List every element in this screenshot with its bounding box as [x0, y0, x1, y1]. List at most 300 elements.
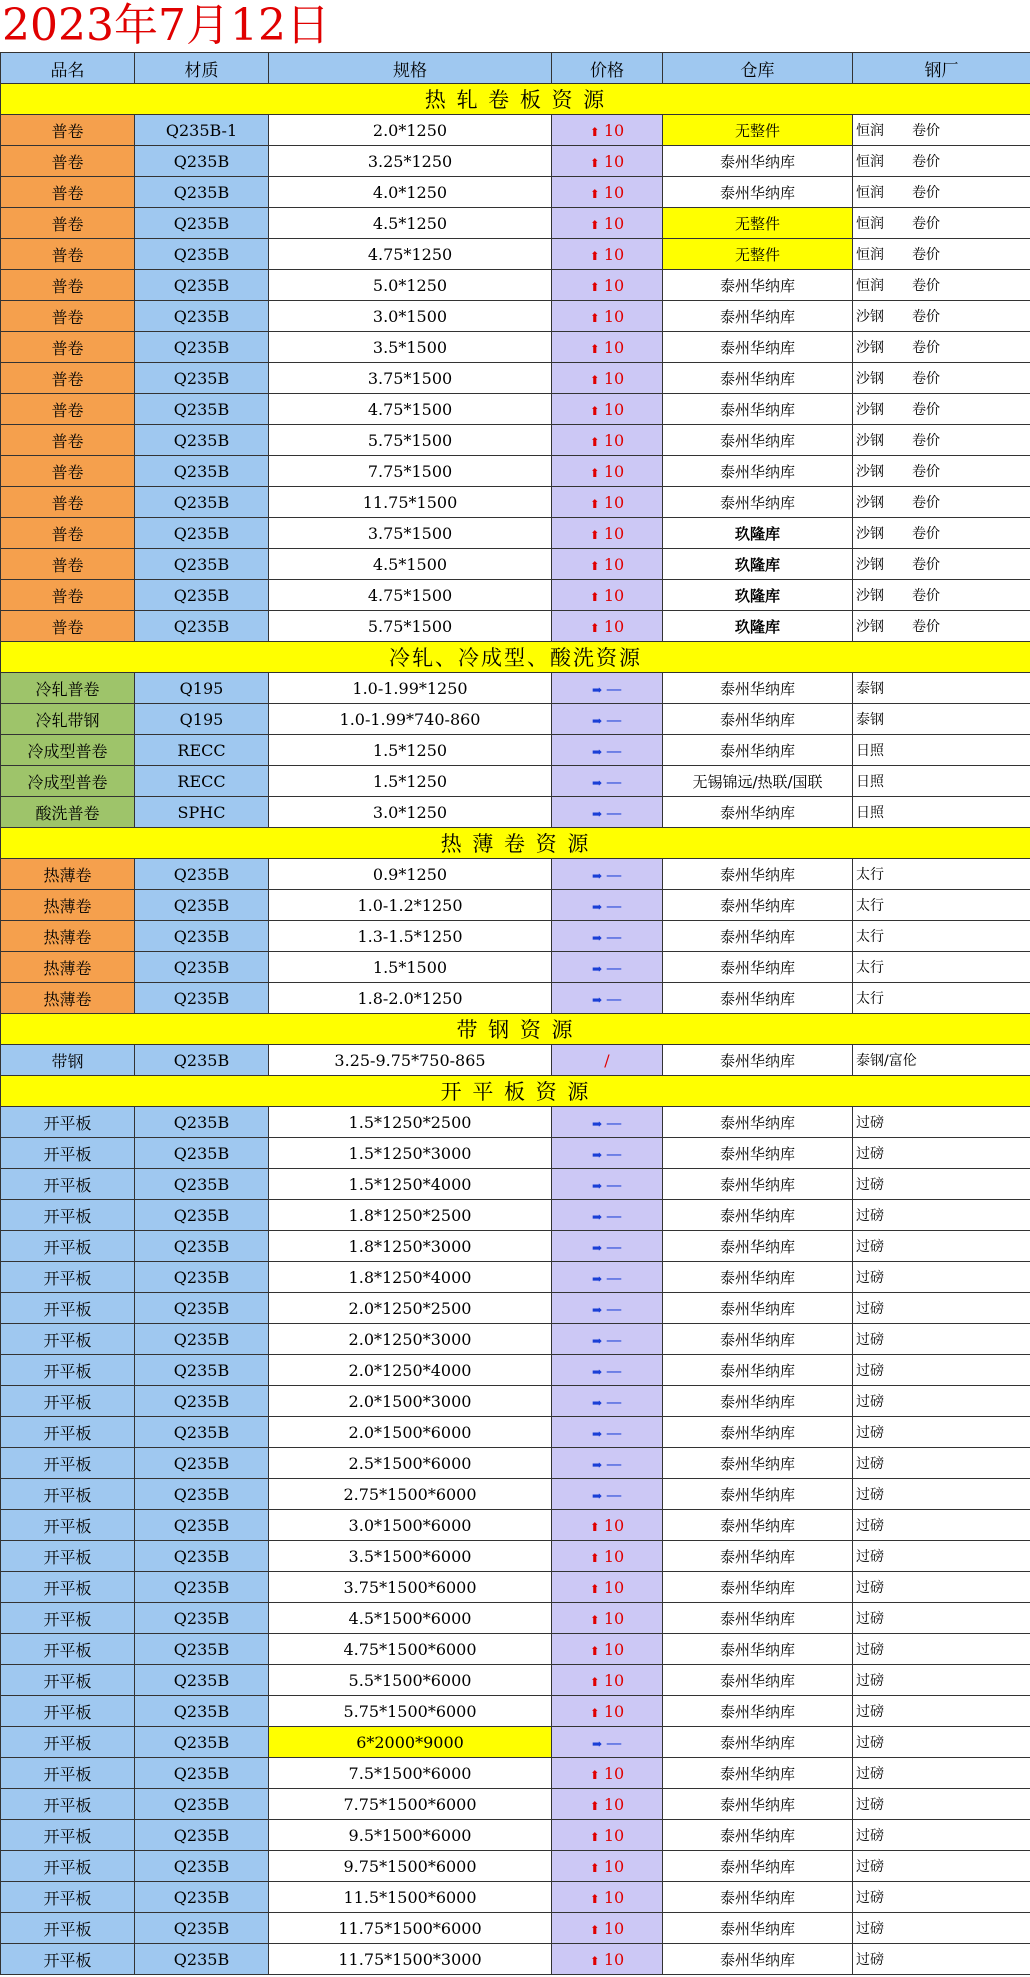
price-value: 10 [603, 1887, 625, 1907]
material-cell: Q235B [135, 1138, 269, 1169]
table-row [1, 518, 1030, 549]
warehouse-cell: 泰州华纳库 [663, 1820, 853, 1851]
mill-cell: 太行 [853, 890, 1030, 921]
spec-cell: 5.75*1500 [269, 611, 552, 642]
arrow-right-icon: ➡ [591, 682, 603, 697]
price-cell [552, 766, 663, 797]
arrow-up-icon: ⬆ [589, 527, 600, 542]
product-name-cell: 普卷 [1, 332, 135, 363]
product-name-cell: 开平板 [1, 1386, 135, 1417]
table-row [1, 1448, 1030, 1479]
material-cell: Q235B [135, 1231, 269, 1262]
header-mill: 钢厂 [853, 53, 1030, 84]
product-name-cell: 开平板 [1, 1572, 135, 1603]
spec-cell: 4.75*1500 [269, 394, 552, 425]
spec-cell: 3.0*1250 [269, 797, 552, 828]
table-row [1, 177, 1030, 208]
warehouse-cell: 泰州华纳库 [663, 1417, 853, 1448]
warehouse-cell: 泰州华纳库 [663, 1355, 853, 1386]
spec-cell: 3.75*1500 [269, 363, 552, 394]
mill-cell: 过磅 [853, 1882, 1030, 1913]
product-name-cell: 普卷 [1, 270, 135, 301]
warehouse-cell: 泰州华纳库 [663, 735, 853, 766]
product-name-cell: 普卷 [1, 363, 135, 394]
mill-cell: 过磅 [853, 1634, 1030, 1665]
arrow-up-icon: ⬆ [589, 248, 600, 263]
material-cell: Q235B [135, 1541, 269, 1572]
spec-cell: 4.0*1250 [269, 177, 552, 208]
table-row [1, 952, 1030, 983]
warehouse-cell: 泰州华纳库 [663, 1324, 853, 1355]
warehouse-cell: 无整件 [663, 239, 853, 270]
arrow-right-icon: ➡ [591, 1364, 603, 1379]
material-cell: Q235B [135, 1262, 269, 1293]
table-row [1, 1944, 1030, 1975]
price-value: 10 [603, 1608, 625, 1628]
material-cell: Q235B [135, 1944, 269, 1975]
price-cell [552, 1045, 663, 1076]
price-cell [552, 797, 663, 828]
product-name-cell: 普卷 [1, 394, 135, 425]
arrow-up-icon: ⬆ [589, 558, 600, 573]
price-value: 10 [603, 151, 625, 171]
price-value: 10 [603, 1639, 625, 1659]
warehouse-cell: 泰州华纳库 [663, 983, 853, 1014]
section-header [1, 642, 1030, 673]
price-cell [552, 1541, 663, 1572]
arrow-up-icon: ⬆ [589, 279, 600, 294]
table-row [1, 704, 1030, 735]
product-name-cell: 开平板 [1, 1324, 135, 1355]
price-cell [552, 611, 663, 642]
price-cell [552, 549, 663, 580]
price-value: — [606, 1484, 623, 1504]
price-cell [552, 1727, 663, 1758]
product-name-cell: 普卷 [1, 456, 135, 487]
arrow-up-icon: ⬆ [589, 434, 600, 449]
warehouse-cell: 泰州华纳库 [663, 1293, 853, 1324]
table-row [1, 766, 1030, 797]
warehouse-cell: 泰州华纳库 [663, 859, 853, 890]
mill-cell: 沙钢 卷价 [853, 580, 1030, 611]
price-value: 10 [603, 337, 625, 357]
mill-cell: 沙钢 卷价 [853, 456, 1030, 487]
price-cell [552, 1324, 663, 1355]
arrow-right-icon: ➡ [591, 1426, 603, 1441]
warehouse-cell: 泰州华纳库 [663, 1789, 853, 1820]
price-value: 10 [603, 616, 625, 636]
mill-cell: 沙钢 卷价 [853, 394, 1030, 425]
spec-cell: 2.75*1500*6000 [269, 1479, 552, 1510]
spec-cell: 1.0-1.99*740-860 [269, 704, 552, 735]
warehouse-cell: 无整件 [663, 115, 853, 146]
table-row [1, 301, 1030, 332]
mill-cell: 沙钢 卷价 [853, 332, 1030, 363]
price-cell [552, 332, 663, 363]
product-name-cell: 开平板 [1, 1107, 135, 1138]
price-cell [552, 859, 663, 890]
material-cell: Q235B [135, 1913, 269, 1944]
arrow-right-icon: ➡ [591, 1209, 603, 1224]
price-value: — [606, 1422, 623, 1442]
arrow-right-icon: ➡ [591, 930, 603, 945]
material-cell: Q235B [135, 1169, 269, 1200]
price-cell [552, 239, 663, 270]
arrow-up-icon: ⬆ [589, 1581, 600, 1596]
warehouse-cell: 泰州华纳库 [663, 1603, 853, 1634]
section-title: 热 薄 卷 资 源 [1, 828, 1030, 859]
mill-cell: 过磅 [853, 1169, 1030, 1200]
mill-cell: 日照 [853, 766, 1030, 797]
table-row [1, 983, 1030, 1014]
price-value: 10 [603, 275, 625, 295]
material-cell: Q235B [135, 1603, 269, 1634]
arrow-right-icon: ➡ [591, 992, 603, 1007]
warehouse-cell: 泰州华纳库 [663, 456, 853, 487]
table-row [1, 1107, 1030, 1138]
warehouse-cell: 泰州华纳库 [663, 146, 853, 177]
price-value: — [606, 1360, 623, 1380]
spec-cell: 2.0*1250*2500 [269, 1293, 552, 1324]
table-row [1, 208, 1030, 239]
price-value: — [606, 1267, 623, 1287]
spec-cell: 7.5*1500*6000 [269, 1758, 552, 1789]
product-name-cell: 开平板 [1, 1882, 135, 1913]
price-cell [552, 1696, 663, 1727]
arrow-up-icon: ⬆ [589, 341, 600, 356]
table-row [1, 332, 1030, 363]
mill-cell: 过磅 [853, 1417, 1030, 1448]
table-row [1, 239, 1030, 270]
mill-cell: 太行 [853, 921, 1030, 952]
arrow-up-icon: ⬆ [589, 1860, 600, 1875]
warehouse-cell: 泰州华纳库 [663, 487, 853, 518]
warehouse-cell: 玖隆库 [663, 549, 853, 580]
table-row [1, 1572, 1030, 1603]
header-warehouse: 仓库 [663, 53, 853, 84]
material-cell: Q235B [135, 859, 269, 890]
table-row [1, 1634, 1030, 1665]
warehouse-cell: 泰州华纳库 [663, 394, 853, 425]
mill-cell: 泰钢/富伦 [853, 1045, 1030, 1076]
price-value: — [606, 988, 623, 1008]
price-cell [552, 735, 663, 766]
arrow-right-icon: ➡ [591, 868, 603, 883]
price-cell [552, 1510, 663, 1541]
price-cell [552, 270, 663, 301]
spec-cell: 5.75*1500*6000 [269, 1696, 552, 1727]
product-name-cell: 开平板 [1, 1944, 135, 1975]
mill-cell: 过磅 [853, 1138, 1030, 1169]
arrow-up-icon: ⬆ [589, 155, 600, 170]
price-value: — [606, 1112, 623, 1132]
spec-cell: 5.75*1500 [269, 425, 552, 456]
arrow-up-icon: ⬆ [589, 217, 600, 232]
spec-cell: 11.5*1500*6000 [269, 1882, 552, 1913]
product-name-cell: 普卷 [1, 611, 135, 642]
arrow-up-icon: ⬆ [589, 1798, 600, 1813]
spec-cell: 4.5*1500 [269, 549, 552, 580]
table-row [1, 363, 1030, 394]
price-cell [552, 363, 663, 394]
spec-cell: 1.8-2.0*1250 [269, 983, 552, 1014]
header-material: 材质 [135, 53, 269, 84]
spec-cell: 1.5*1250*4000 [269, 1169, 552, 1200]
mill-cell: 沙钢 卷价 [853, 487, 1030, 518]
table-row [1, 1045, 1030, 1076]
material-cell: Q235B [135, 549, 269, 580]
warehouse-cell: 泰州华纳库 [663, 332, 853, 363]
table-row [1, 1758, 1030, 1789]
price-value: — [606, 864, 623, 884]
mill-cell: 太行 [853, 952, 1030, 983]
product-name-cell: 开平板 [1, 1510, 135, 1541]
mill-cell: 过磅 [853, 1448, 1030, 1479]
mill-cell: 恒润 卷价 [853, 115, 1030, 146]
warehouse-cell: 泰州华纳库 [663, 363, 853, 394]
spec-cell: 1.0-1.2*1250 [269, 890, 552, 921]
spec-cell: 6*2000*9000 [269, 1727, 552, 1758]
price-cell [552, 1665, 663, 1696]
price-table [0, 52, 1030, 1975]
mill-cell: 过磅 [853, 1851, 1030, 1882]
spec-cell: 1.5*1500 [269, 952, 552, 983]
product-name-cell: 开平板 [1, 1138, 135, 1169]
arrow-right-icon: ➡ [591, 899, 603, 914]
warehouse-cell: 泰州华纳库 [663, 1169, 853, 1200]
spec-cell: 3.25*1250 [269, 146, 552, 177]
warehouse-cell: 泰州华纳库 [663, 1479, 853, 1510]
mill-cell: 沙钢 卷价 [853, 549, 1030, 580]
price-cell [552, 1200, 663, 1231]
price-value: 10 [603, 1546, 625, 1566]
spec-cell: 3.0*1500*6000 [269, 1510, 552, 1541]
product-name-cell: 开平板 [1, 1169, 135, 1200]
arrow-right-icon: ➡ [591, 1116, 603, 1131]
arrow-right-icon: ➡ [591, 1302, 603, 1317]
price-value: 10 [603, 182, 625, 202]
material-cell: Q235B [135, 394, 269, 425]
table-row [1, 549, 1030, 580]
price-value: 10 [603, 554, 625, 574]
price-value: 10 [603, 368, 625, 388]
product-name-cell: 酸洗普卷 [1, 797, 135, 828]
warehouse-cell: 泰州华纳库 [663, 1510, 853, 1541]
price-value: 10 [603, 244, 625, 264]
material-cell: Q235B [135, 1479, 269, 1510]
price-value: 10 [603, 120, 625, 140]
price-cell [552, 704, 663, 735]
price-cell [552, 1789, 663, 1820]
price-value: — [606, 802, 623, 822]
product-name-cell: 开平板 [1, 1634, 135, 1665]
table-row [1, 1200, 1030, 1231]
material-cell: Q235B [135, 270, 269, 301]
table-row [1, 146, 1030, 177]
spec-cell: 2.0*1500*3000 [269, 1386, 552, 1417]
mill-cell: 沙钢 卷价 [853, 518, 1030, 549]
table-row [1, 1324, 1030, 1355]
arrow-up-icon: ⬆ [589, 403, 600, 418]
material-cell: Q235B [135, 208, 269, 239]
warehouse-cell: 泰州华纳库 [663, 1634, 853, 1665]
warehouse-cell: 泰州华纳库 [663, 952, 853, 983]
product-name-cell: 开平板 [1, 1355, 135, 1386]
price-cell [552, 115, 663, 146]
price-cell [552, 1138, 663, 1169]
mill-cell: 恒润 卷价 [853, 177, 1030, 208]
table-row [1, 673, 1030, 704]
warehouse-cell: 泰州华纳库 [663, 1572, 853, 1603]
mill-cell: 过磅 [853, 1541, 1030, 1572]
price-cell [552, 1169, 663, 1200]
section-title: 冷轧、冷成型、酸洗资源 [1, 642, 1030, 673]
mill-cell: 泰钢 [853, 704, 1030, 735]
price-value: 10 [603, 1763, 625, 1783]
price-cell [552, 1572, 663, 1603]
mill-cell: 过磅 [853, 1820, 1030, 1851]
price-value: 10 [603, 1577, 625, 1597]
warehouse-cell: 玖隆库 [663, 611, 853, 642]
arrow-up-icon: ⬆ [589, 620, 600, 635]
warehouse-cell: 泰州华纳库 [663, 1386, 853, 1417]
warehouse-cell: 玖隆库 [663, 580, 853, 611]
mill-cell: 过磅 [853, 1510, 1030, 1541]
mill-cell: 泰钢 [853, 673, 1030, 704]
price-cell [552, 1820, 663, 1851]
spec-cell: 4.75*1250 [269, 239, 552, 270]
spec-cell: 2.0*1250*3000 [269, 1324, 552, 1355]
material-cell: Q235B [135, 487, 269, 518]
table-row [1, 611, 1030, 642]
arrow-up-icon: ⬆ [589, 372, 600, 387]
price-value: — [606, 1174, 623, 1194]
product-name-cell: 普卷 [1, 115, 135, 146]
material-cell: Q235B [135, 1510, 269, 1541]
arrow-up-icon: ⬆ [589, 496, 600, 511]
product-name-cell: 开平板 [1, 1665, 135, 1696]
material-cell: Q235B [135, 1789, 269, 1820]
table-body [1, 84, 1030, 1975]
price-value: — [606, 1205, 623, 1225]
price-cell [552, 518, 663, 549]
price-value: 10 [603, 1670, 625, 1690]
product-name-cell: 开平板 [1, 1231, 135, 1262]
table-row [1, 1696, 1030, 1727]
mill-cell: 过磅 [853, 1293, 1030, 1324]
mill-cell: 过磅 [853, 1665, 1030, 1696]
product-name-cell: 开平板 [1, 1262, 135, 1293]
warehouse-cell: 泰州华纳库 [663, 1541, 853, 1572]
arrow-right-icon: ➡ [591, 806, 603, 821]
price-cell [552, 1851, 663, 1882]
material-cell: Q235B [135, 1820, 269, 1851]
spec-cell: 0.9*1250 [269, 859, 552, 890]
mill-cell: 过磅 [853, 1758, 1030, 1789]
table-row [1, 1510, 1030, 1541]
arrow-up-icon: ⬆ [589, 1674, 600, 1689]
product-name-cell: 普卷 [1, 425, 135, 456]
product-name-cell: 普卷 [1, 580, 135, 611]
arrow-up-icon: ⬆ [589, 1922, 600, 1937]
mill-cell: 过磅 [853, 1262, 1030, 1293]
material-cell: Q235B [135, 1324, 269, 1355]
material-cell: Q235B [135, 1882, 269, 1913]
table-row [1, 1262, 1030, 1293]
product-name-cell: 开平板 [1, 1293, 135, 1324]
product-name-cell: 开平板 [1, 1448, 135, 1479]
price-value: 10 [603, 523, 625, 543]
warehouse-cell: 无锡锦远/热联/国联 [663, 766, 853, 797]
arrow-up-icon: ⬆ [589, 589, 600, 604]
warehouse-cell: 泰州华纳库 [663, 1107, 853, 1138]
table-row [1, 921, 1030, 952]
spec-cell: 1.8*1250*2500 [269, 1200, 552, 1231]
price-cell [552, 394, 663, 425]
price-cell [552, 487, 663, 518]
price-value: 10 [603, 399, 625, 419]
spec-cell: 3.5*1500 [269, 332, 552, 363]
mill-cell: 日照 [853, 797, 1030, 828]
mill-cell: 恒润 卷价 [853, 270, 1030, 301]
spec-cell: 4.5*1500*6000 [269, 1603, 552, 1634]
mill-cell: 恒润 卷价 [853, 239, 1030, 270]
material-cell: Q235B [135, 425, 269, 456]
warehouse-cell: 玖隆库 [663, 518, 853, 549]
mill-cell: 过磅 [853, 1572, 1030, 1603]
product-name-cell: 冷成型普卷 [1, 766, 135, 797]
price-cell [552, 301, 663, 332]
material-cell: Q235B [135, 1200, 269, 1231]
price-value: 10 [603, 1825, 625, 1845]
material-cell: Q235B [135, 301, 269, 332]
arrow-up-icon: ⬆ [589, 1643, 600, 1658]
price-cell [552, 1107, 663, 1138]
product-name-cell: 开平板 [1, 1820, 135, 1851]
price-value: — [606, 926, 623, 946]
arrow-right-icon: ➡ [591, 1178, 603, 1193]
material-cell: RECC [135, 735, 269, 766]
material-cell: Q235B [135, 1293, 269, 1324]
table-row [1, 1851, 1030, 1882]
arrow-up-icon: ⬆ [589, 1519, 600, 1534]
material-cell: Q235B [135, 1417, 269, 1448]
section-header [1, 1014, 1030, 1045]
price-cell [552, 952, 663, 983]
price-value: 10 [603, 1918, 625, 1938]
header-spec: 规格 [269, 53, 552, 84]
price-value: — [606, 1236, 623, 1256]
spec-cell: 3.75*1500*6000 [269, 1572, 552, 1603]
spec-cell: 11.75*1500*6000 [269, 1913, 552, 1944]
price-cell [552, 890, 663, 921]
material-cell: Q235B [135, 1851, 269, 1882]
table-row [1, 1293, 1030, 1324]
section-title: 热 轧 卷 板 资 源 [1, 84, 1030, 115]
table-row [1, 735, 1030, 766]
price-cell [552, 1231, 663, 1262]
price-value: / [604, 1050, 610, 1070]
price-value: 10 [603, 461, 625, 481]
arrow-up-icon: ⬆ [589, 310, 600, 325]
spec-cell: 1.0-1.99*1250 [269, 673, 552, 704]
table-row [1, 890, 1030, 921]
spec-cell: 1.3-1.5*1250 [269, 921, 552, 952]
material-cell: Q235B [135, 332, 269, 363]
price-value: 10 [603, 1794, 625, 1814]
price-value: — [606, 1329, 623, 1349]
page-title: 2023年7月12日 [2, 0, 330, 51]
